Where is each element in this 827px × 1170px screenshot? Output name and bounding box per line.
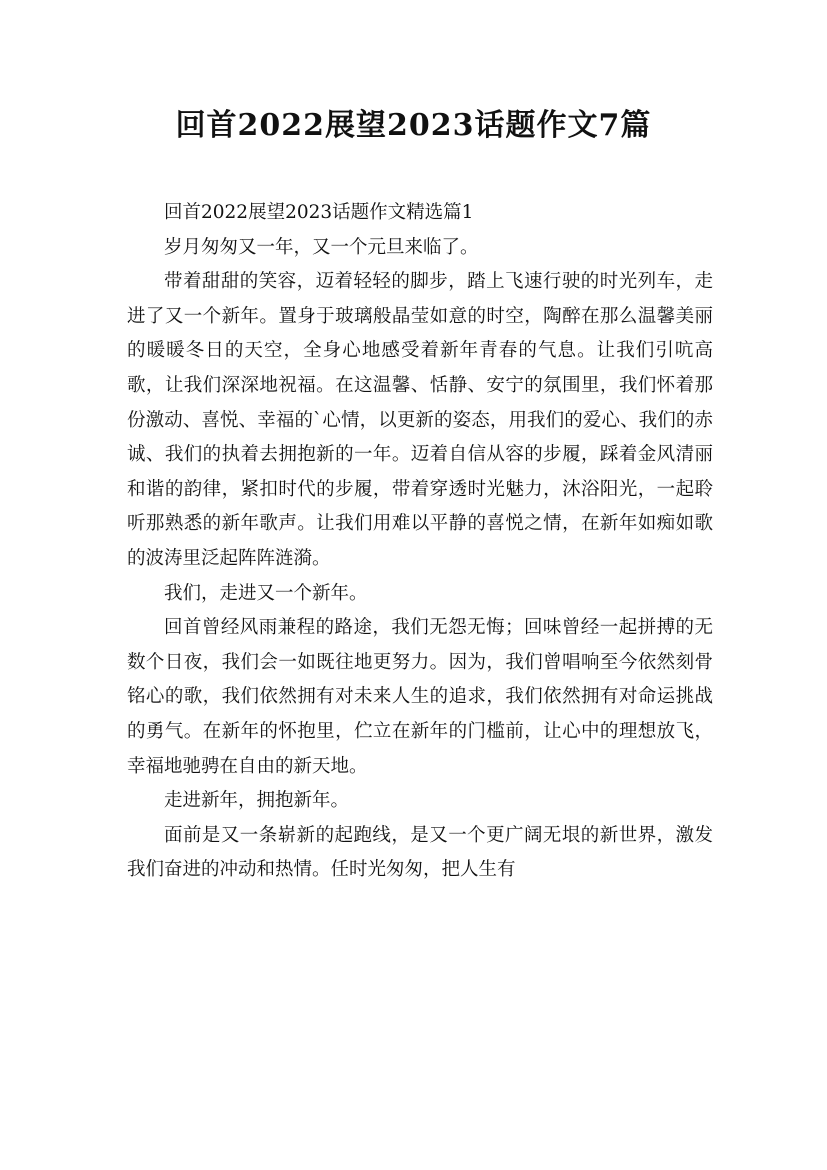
paragraph: 带着甜甜的笑容，迈着轻轻的脚步，踏上飞速行驶的时光列车，走进了又一个新年。置身于玻璃般晶莹如意的时空，陶醉在那么温馨美丽的暖暖冬日的天空，全身心地感受着新年青春的气息。让我们引吭高歌，让我们深深地祝福。在这温馨、恬静、安宁的氛围里，我们怀着那份激动、喜悦、幸福的`心情，以更新的姿态，用我们的爱心、我们的赤诚、我们的执着去拥抱新的一年。迈着自信从容的步履，踩着金风清丽和谐的韵律，紧扣时代的步履，带着穿透时光魅力，沐浴阳光，一起聆听那熟悉的新年歌声。让我们用难以平静的喜悦之情，在新年如痴如歌的波涛里泛起阵阵涟漪。 — [127, 271, 713, 569]
document-title: 回首2022展望2023话题作文7篇 — [175, 108, 652, 143]
section-heading: 回首2022展望2023话题作文精选篇1 — [164, 202, 474, 223]
document-body — [127, 196, 713, 888]
paragraph: 我们，走进又一个新年。 — [164, 582, 368, 604]
paragraph: 回首曾经风雨兼程的路途，我们无怨无悔；回味曾经一起拼搏的无数个日夜，我们会一如既往地更努力。因为，我们曾唱响至今依然刻骨铭心的歌，我们依然拥有对未来人生的追求，我们依然拥有对命运挑战的勇气。在新年的怀抱里，伫立在新年的门槛前，让心中的理想放飞，幸福地驰骋在自由的新天地。 — [127, 617, 713, 777]
paragraph: 岁月匆匆又一年，又一个元旦来临了。 — [164, 236, 479, 258]
paragraph: 走进新年，拥抱新年。 — [164, 790, 350, 812]
paragraph: 面前是又一条崭新的起跑线，是又一个更广阔无垠的新世界，激发我们奋进的冲动和热情。任时光匆匆，把人生有 — [127, 824, 713, 881]
